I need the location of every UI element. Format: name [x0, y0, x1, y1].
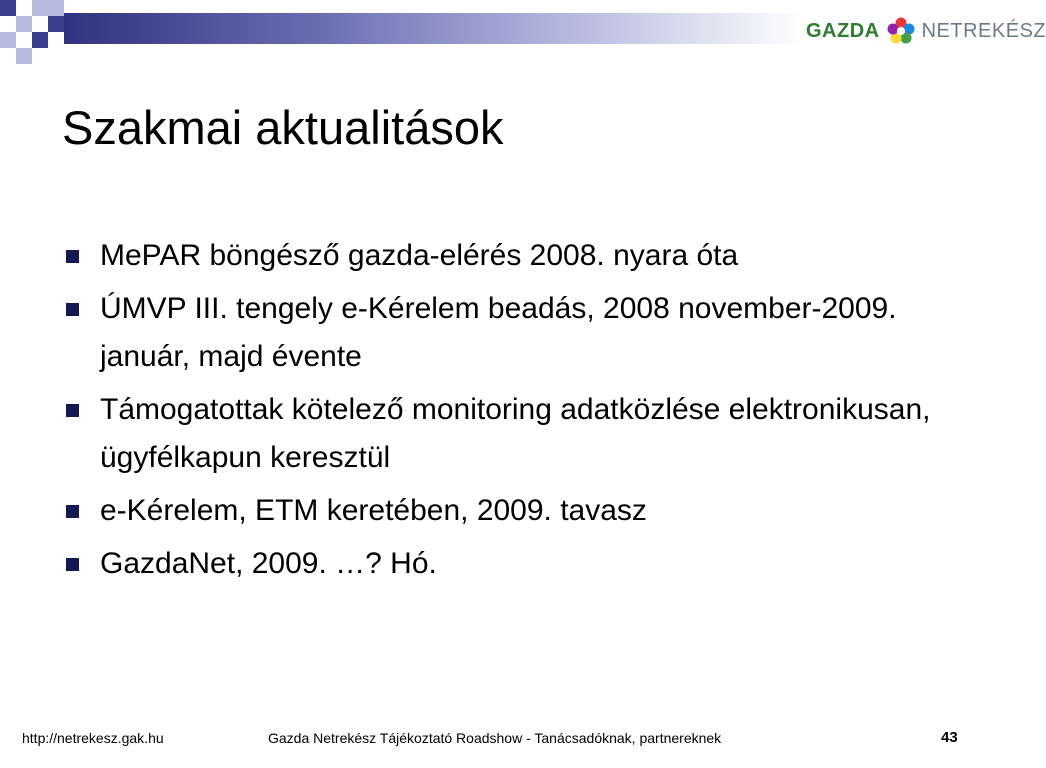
- page-number: 43: [941, 729, 958, 746]
- decor-square: [32, 32, 48, 48]
- logo-text-right: NETREKÉSZ: [921, 19, 1046, 42]
- logo: [806, 14, 1046, 48]
- bullet-text: GazdaNet, 2009. …? Hó.: [100, 547, 437, 580]
- decor-square: [32, 0, 48, 16]
- decor-square: [16, 48, 32, 64]
- bullet-item: [66, 487, 986, 535]
- decor-square: [16, 16, 32, 32]
- bullet-text: ÚMVP III. tengely e-Kérelem beadás, 2008 november-2009. január, majd évente: [100, 292, 897, 373]
- bullet-text: Támogatottak kötelező monitoring adatközlése elektronikusan, ügyfélkapun keresztül: [100, 393, 931, 474]
- slide-title: Szakmai aktualitások: [62, 101, 504, 154]
- footer-caption: Gazda Netrekész Tájékoztató Roadshow - Tanácsadóknak, partnereknek: [268, 730, 722, 746]
- bullet-text: MePAR böngésző gazda-elérés 2008. nyara óta: [100, 239, 739, 272]
- decor-square: [48, 16, 64, 32]
- square-bullet-icon: [66, 404, 79, 417]
- bullet-item: [66, 232, 986, 280]
- square-bullet-icon: [66, 558, 79, 571]
- bullet-item: [66, 386, 986, 482]
- footer-url: http://netrekesz.gak.hu: [22, 730, 164, 746]
- logo-text-left: GAZDA: [806, 19, 880, 42]
- flower-logo-icon: [886, 16, 916, 46]
- square-bullet-icon: [66, 505, 79, 518]
- bullet-list: [66, 232, 986, 593]
- square-bullet-icon: [66, 250, 79, 263]
- decor-square: [0, 0, 16, 16]
- bullet-item: [66, 540, 986, 588]
- bullet-text: e-Kérelem, ETM keretében, 2009. tavasz: [100, 494, 647, 527]
- bullet-item: [66, 285, 986, 381]
- decor-square: [0, 32, 16, 48]
- square-bullet-icon: [66, 303, 79, 316]
- decor-square: [48, 0, 64, 16]
- header-band: [64, 13, 804, 44]
